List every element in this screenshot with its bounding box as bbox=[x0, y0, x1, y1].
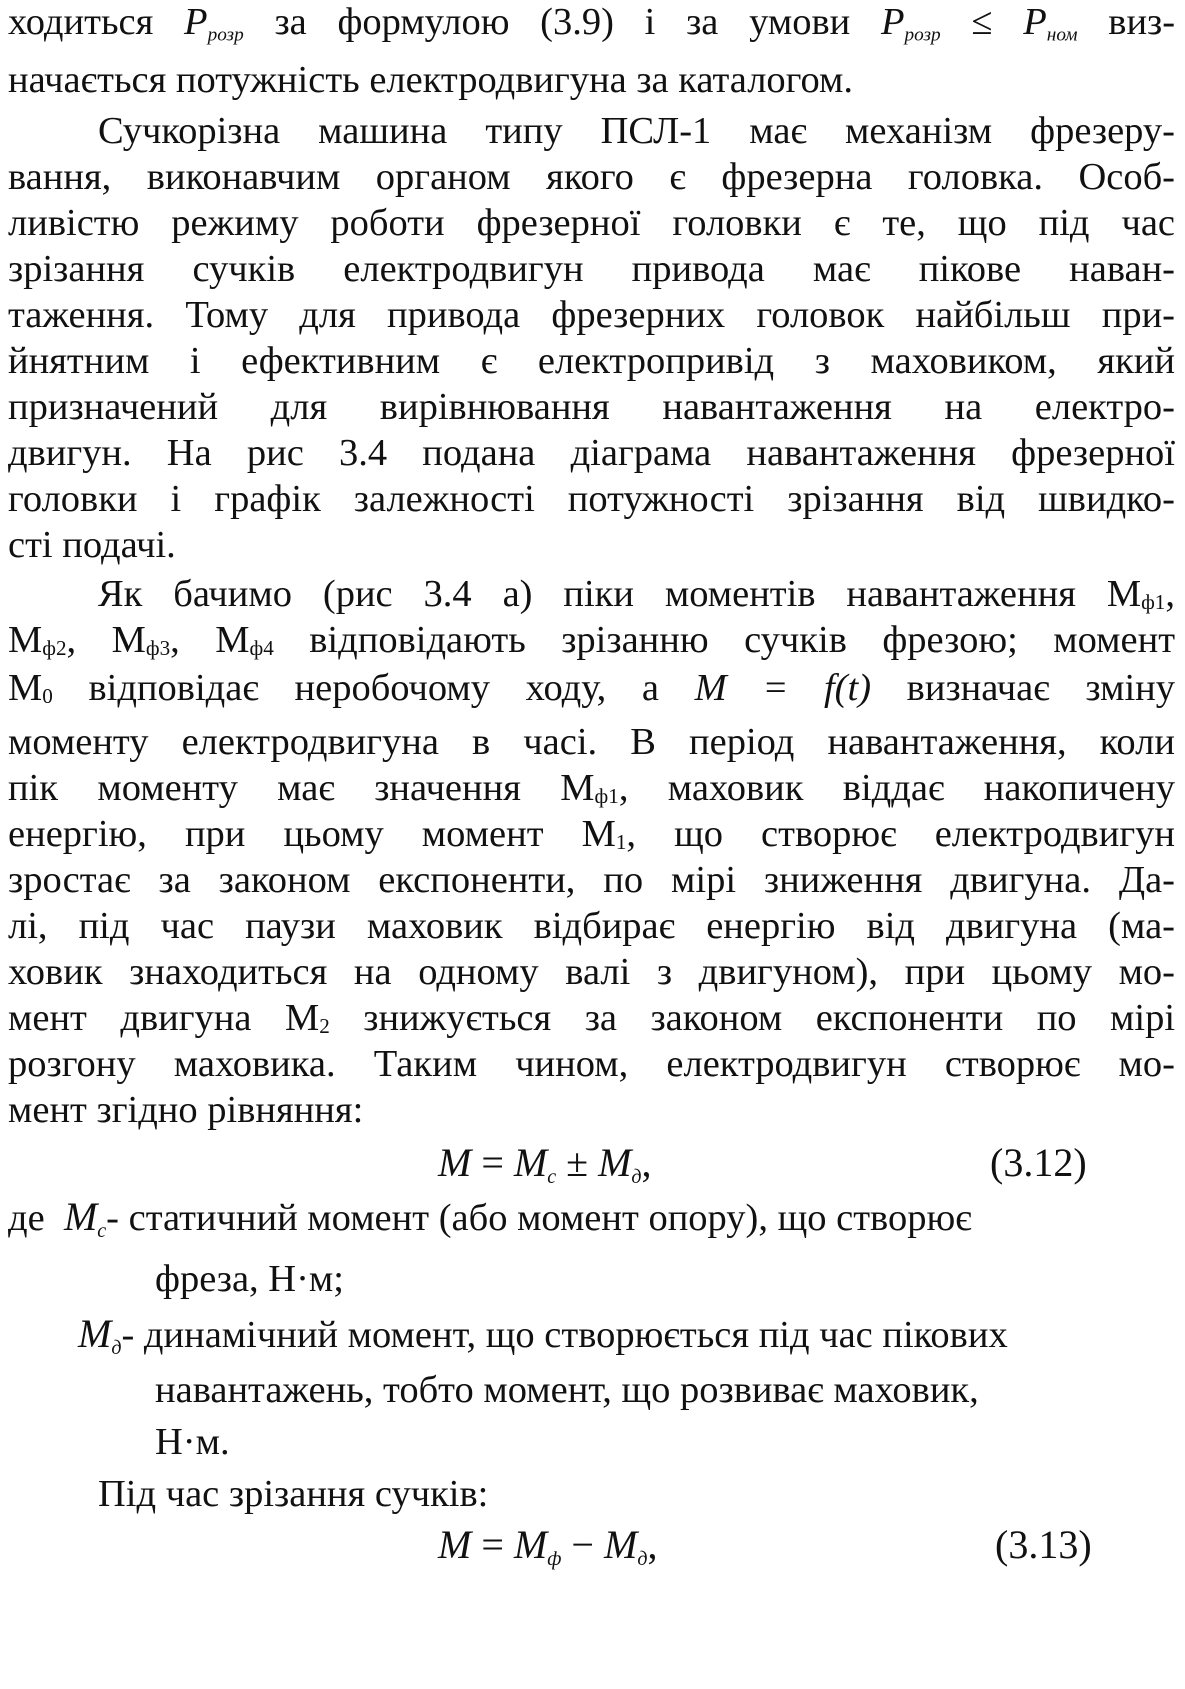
text-line-11: головки і графік залежності потужності зрізання від швидко- bbox=[8, 478, 1175, 520]
text-line-12: сті подачі. bbox=[8, 524, 176, 566]
text-line-19: зростає за законом експоненти, по мірі зниження двигуна. Да- bbox=[8, 859, 1175, 901]
definition-md-cont-1: навантажень, тобто момент, що розвиває маховик, bbox=[155, 1369, 979, 1411]
equation-number-3-12: (3.12) bbox=[990, 1140, 1087, 1185]
text-line-16: моменту електродвигуна в часі. В період навантаження, коли bbox=[8, 721, 1175, 763]
text-line-7: таження. Тому для привода фрезерних головок найбільш при- bbox=[8, 294, 1175, 336]
definition-mc: де $M_c-$ статичний момент (або момент опору), що створює bbox=[8, 1194, 972, 1242]
text-line-6: зрізання сучків електродвигун привода має пікове наван- bbox=[8, 248, 1175, 290]
text-line-23: розгону маховика. Таким чином, електродвигун створює мо- bbox=[8, 1043, 1175, 1085]
text-line-24: мент згідно рівняння: bbox=[8, 1089, 364, 1131]
definition-md: $M_д-$ динамічний момент, що створюється під час пікових bbox=[78, 1311, 1008, 1359]
text-line-2: начається потужність електродвигуна за каталогом. bbox=[8, 59, 853, 101]
text-line-3: Сучкорізна машина типу ПСЛ-1 має механізм фрезеру- bbox=[98, 110, 1175, 152]
text-line-9: призначений для вирівнювання навантаження на електро- bbox=[8, 386, 1175, 428]
text-line-4: вання, виконавчим органом якого є фрезерна головка. Особ- bbox=[8, 156, 1175, 198]
text-line-15: $М_0$ відповідає неробочому ходу, а M = f(t) визначає зміну bbox=[8, 667, 1176, 709]
text-line-20: лі, під час паузи маховик відбирає енергію від двигуна (ма- bbox=[8, 905, 1175, 947]
text-line-1: ходиться $P_{розр}$ за формулою (3.9) і за умови $P_{розр} \le P_{ном}$ виз- bbox=[8, 1, 1176, 46]
definition-mc-cont: фреза, Н·м; bbox=[155, 1258, 344, 1300]
text-line-18: енергію, при цьому момент $М_1$, що створює електродвигун bbox=[8, 813, 1175, 855]
text-line-5: ливістю режиму роботи фрезерної головки є те, що під час bbox=[8, 202, 1175, 244]
equation-3-13: $M = M_ф - M_д$, bbox=[438, 1522, 658, 1570]
text-line-17: пік моменту має значення $М_{ф1}$, маховик віддає накопичену bbox=[8, 767, 1176, 809]
text-line-14: $М_{ф2}$, $М_{ф3}$, $М_{ф4}$ відповідають зрізанню сучків фрезою; момент bbox=[8, 619, 1176, 661]
definition-md-cont-2: Н·м. bbox=[155, 1421, 230, 1463]
equation-3-12: $M = M_c \pm M_д$, bbox=[438, 1140, 652, 1188]
text-line-8: йнятним і ефективним є електропривід з маховиком, який bbox=[8, 340, 1175, 382]
text-line-25: Під час зрізання сучків: bbox=[98, 1473, 489, 1515]
equation-number-3-13: (3.13) bbox=[995, 1522, 1092, 1567]
text-line-22: мент двигуна $М_2$ знижується за законом експоненти по мірі bbox=[8, 997, 1176, 1039]
text-line-21: ховик знаходиться на одному валі з двигуном), при цьому мо- bbox=[8, 951, 1175, 993]
text-line-13: Як бачимо (рис 3.4 а) піки моментів навантаження $М_{ф1}$, bbox=[98, 573, 1175, 615]
text-line-10: двигун. На рис 3.4 подана діаграма навантаження фрезерної bbox=[8, 432, 1175, 474]
